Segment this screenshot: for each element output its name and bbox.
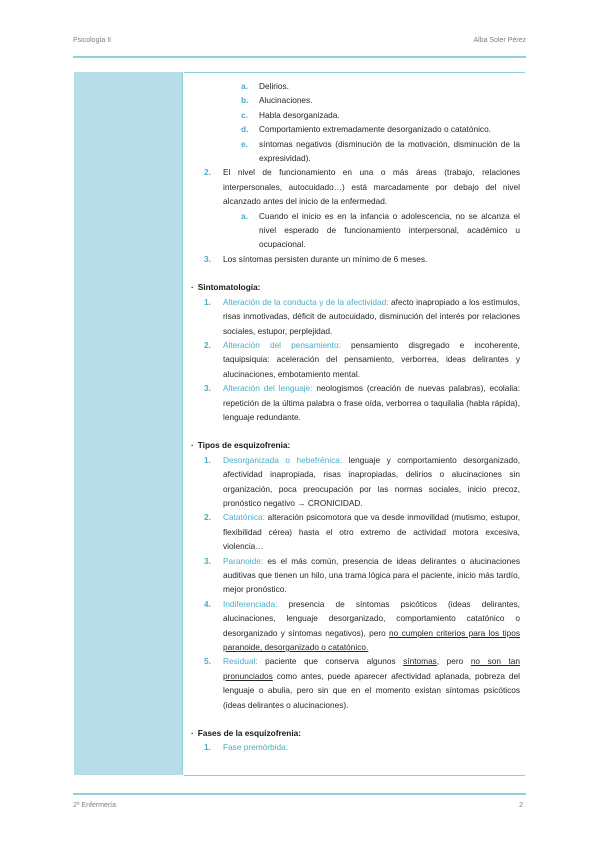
list-item bbox=[184, 295, 525, 338]
list-marker: 3. bbox=[204, 253, 211, 264]
list-item bbox=[184, 93, 525, 107]
list-marker: 2. bbox=[204, 339, 211, 350]
footer-course: 2º Enfermería bbox=[73, 802, 117, 809]
list-marker: 1. bbox=[204, 296, 211, 307]
list-item bbox=[184, 108, 525, 122]
term: Alteración de la conducta y de la afectividad: bbox=[223, 296, 389, 307]
list-text: lenguaje y comportamiento desorganizado, afectividad inapropiada, risas inapropiadas, delirios o alucinaciones sin organización, poca preocupación por las normas sociales, inicio precoz, pronóstico negativo → CRONICIDAD. bbox=[223, 454, 521, 508]
header-rule bbox=[73, 56, 526, 58]
list-item bbox=[184, 510, 525, 553]
list-text: es el más común, presencia de ideas delirantes o alucinaciones auditivas que tienen un hilo, una trama lógica para el paciente, inicio más tardío, mejor pronóstico. bbox=[223, 555, 520, 595]
list-item bbox=[184, 597, 525, 655]
term: Fase premórbida: bbox=[223, 742, 289, 753]
underlined-text: síntomas bbox=[403, 656, 437, 667]
notes-content bbox=[184, 72, 525, 776]
footer-rule bbox=[73, 793, 526, 795]
list-text: Cuando el inicio es en la infancia o adolescencia, no se alcanza el nivel esperado de funcionamiento interpersonal, académico u ocupacional. bbox=[259, 210, 520, 250]
list-text: como antes, puede aparecer afectividad aplanada, pobreza del lenguaje o abulia, pero sin que en el momento existan síntomas psicóticos (ideas delirantes o alucinaciones). bbox=[223, 670, 520, 710]
list-item bbox=[184, 79, 525, 93]
notes-text bbox=[184, 79, 525, 755]
term: Paranoide: bbox=[223, 555, 264, 566]
list-marker: 4. bbox=[204, 598, 211, 609]
list-text: paciente que conserva algunos bbox=[257, 656, 404, 667]
list-marker: a. bbox=[241, 81, 248, 91]
term: Indiferenciada: bbox=[223, 598, 278, 609]
list-text: Delirios. bbox=[259, 81, 289, 91]
content-bottom-rule bbox=[184, 775, 525, 776]
list-marker: d. bbox=[241, 124, 249, 135]
list-marker: 3. bbox=[204, 555, 211, 566]
list-marker: 1. bbox=[204, 742, 211, 753]
term: Alteración del lenguaje: bbox=[223, 383, 313, 394]
list-text: afecto inapropiado a los estímulos, risas inmotivadas, déficit de autocuidado, disminución del interés por relaciones sociales, estupor, perplejidad. bbox=[223, 296, 520, 336]
list-item bbox=[184, 740, 525, 754]
list-marker: 3. bbox=[204, 383, 211, 394]
list-marker: c. bbox=[241, 109, 248, 120]
list-item bbox=[184, 554, 525, 597]
list-item bbox=[184, 338, 525, 381]
list-marker: 2. bbox=[204, 167, 211, 178]
list-item bbox=[184, 453, 525, 511]
term: Catatónica: bbox=[223, 512, 265, 523]
list-marker: 1. bbox=[204, 454, 211, 465]
list-text: pensamiento disgregado e incoherente, taquipsiquia: aceleración del pensamiento, verborrea, ideas delirantes y alucinaciones, embotamiento mental. bbox=[223, 339, 520, 379]
list-text: síntomas negativos (disminución de la motivación, disminución de la expresividad). bbox=[259, 138, 520, 164]
list-marker: e. bbox=[241, 138, 248, 149]
list-item bbox=[184, 654, 525, 712]
list-text: presencia de síntomas psicóticos (ideas delirantes, alucinaciones, lenguaje desorganizado, comportamiento catatónico o desorganizado y síntomas negativos), pero bbox=[223, 598, 520, 638]
list-text: Alucinaciones. bbox=[259, 95, 313, 106]
page-number: 2 bbox=[519, 802, 523, 809]
criterion-2a bbox=[184, 209, 525, 252]
list-marker: 2. bbox=[204, 512, 211, 523]
section-heading-sintomatologia: · Sintomatología: bbox=[191, 282, 261, 293]
term: Desorganizada o hebefrénica: bbox=[223, 454, 343, 465]
list-marker: b. bbox=[241, 95, 249, 106]
list-marker: 5. bbox=[204, 656, 211, 667]
list-text: Comportamiento extremadamente desorganizado o catatónico. bbox=[259, 124, 491, 135]
criterion-3 bbox=[184, 252, 525, 266]
list-item bbox=[184, 122, 525, 136]
list-text: neologismos (creación de nuevas palabras), ecolalia: repetición de la última palabra o frase oída, verborrea o taquilalia (habla rápida), lenguaje redundante. bbox=[223, 383, 520, 422]
list-text: Habla desorganizada. bbox=[259, 109, 340, 120]
list-text: Los síntomas persisten durante un mínimo de 6 meses. bbox=[223, 253, 428, 264]
list-text: , pero bbox=[436, 656, 471, 667]
header-subject: Psicología II bbox=[73, 37, 112, 44]
list-marker: a. bbox=[241, 210, 248, 221]
term: Residual: bbox=[223, 656, 258, 667]
header-author: Alba Soler Pérez bbox=[473, 37, 526, 44]
section-heading-fases: · Fases de la esquizofrenia: bbox=[191, 728, 302, 739]
criterion-2 bbox=[184, 165, 525, 208]
list-text: El nivel de funcionamiento en una o más áreas (trabajo, relaciones interpersonales, autocuidado…) está marcadamente por debajo del nivel alcanzado antes del inicio de la enfermedad. bbox=[223, 167, 520, 207]
list-item bbox=[184, 381, 525, 424]
underlined-text: no cumplen criterios para los tipos paranoide, desorganizado o catatónico. bbox=[223, 627, 520, 653]
list-item bbox=[184, 137, 525, 166]
underlined-text: no son tan pronunciados bbox=[223, 656, 521, 681]
left-margin-column bbox=[74, 72, 183, 775]
term: Alteración del pensamiento: bbox=[223, 339, 341, 350]
list-text: alteración psicomotora que va desde inmovilidad (mutismo, estupor, flexibilidad cérea) hasta el otro extremo de actividad motora excesiva, violencia… bbox=[223, 512, 520, 552]
section-heading-tipos: · Tipos de esquizofrenia: bbox=[191, 440, 291, 451]
